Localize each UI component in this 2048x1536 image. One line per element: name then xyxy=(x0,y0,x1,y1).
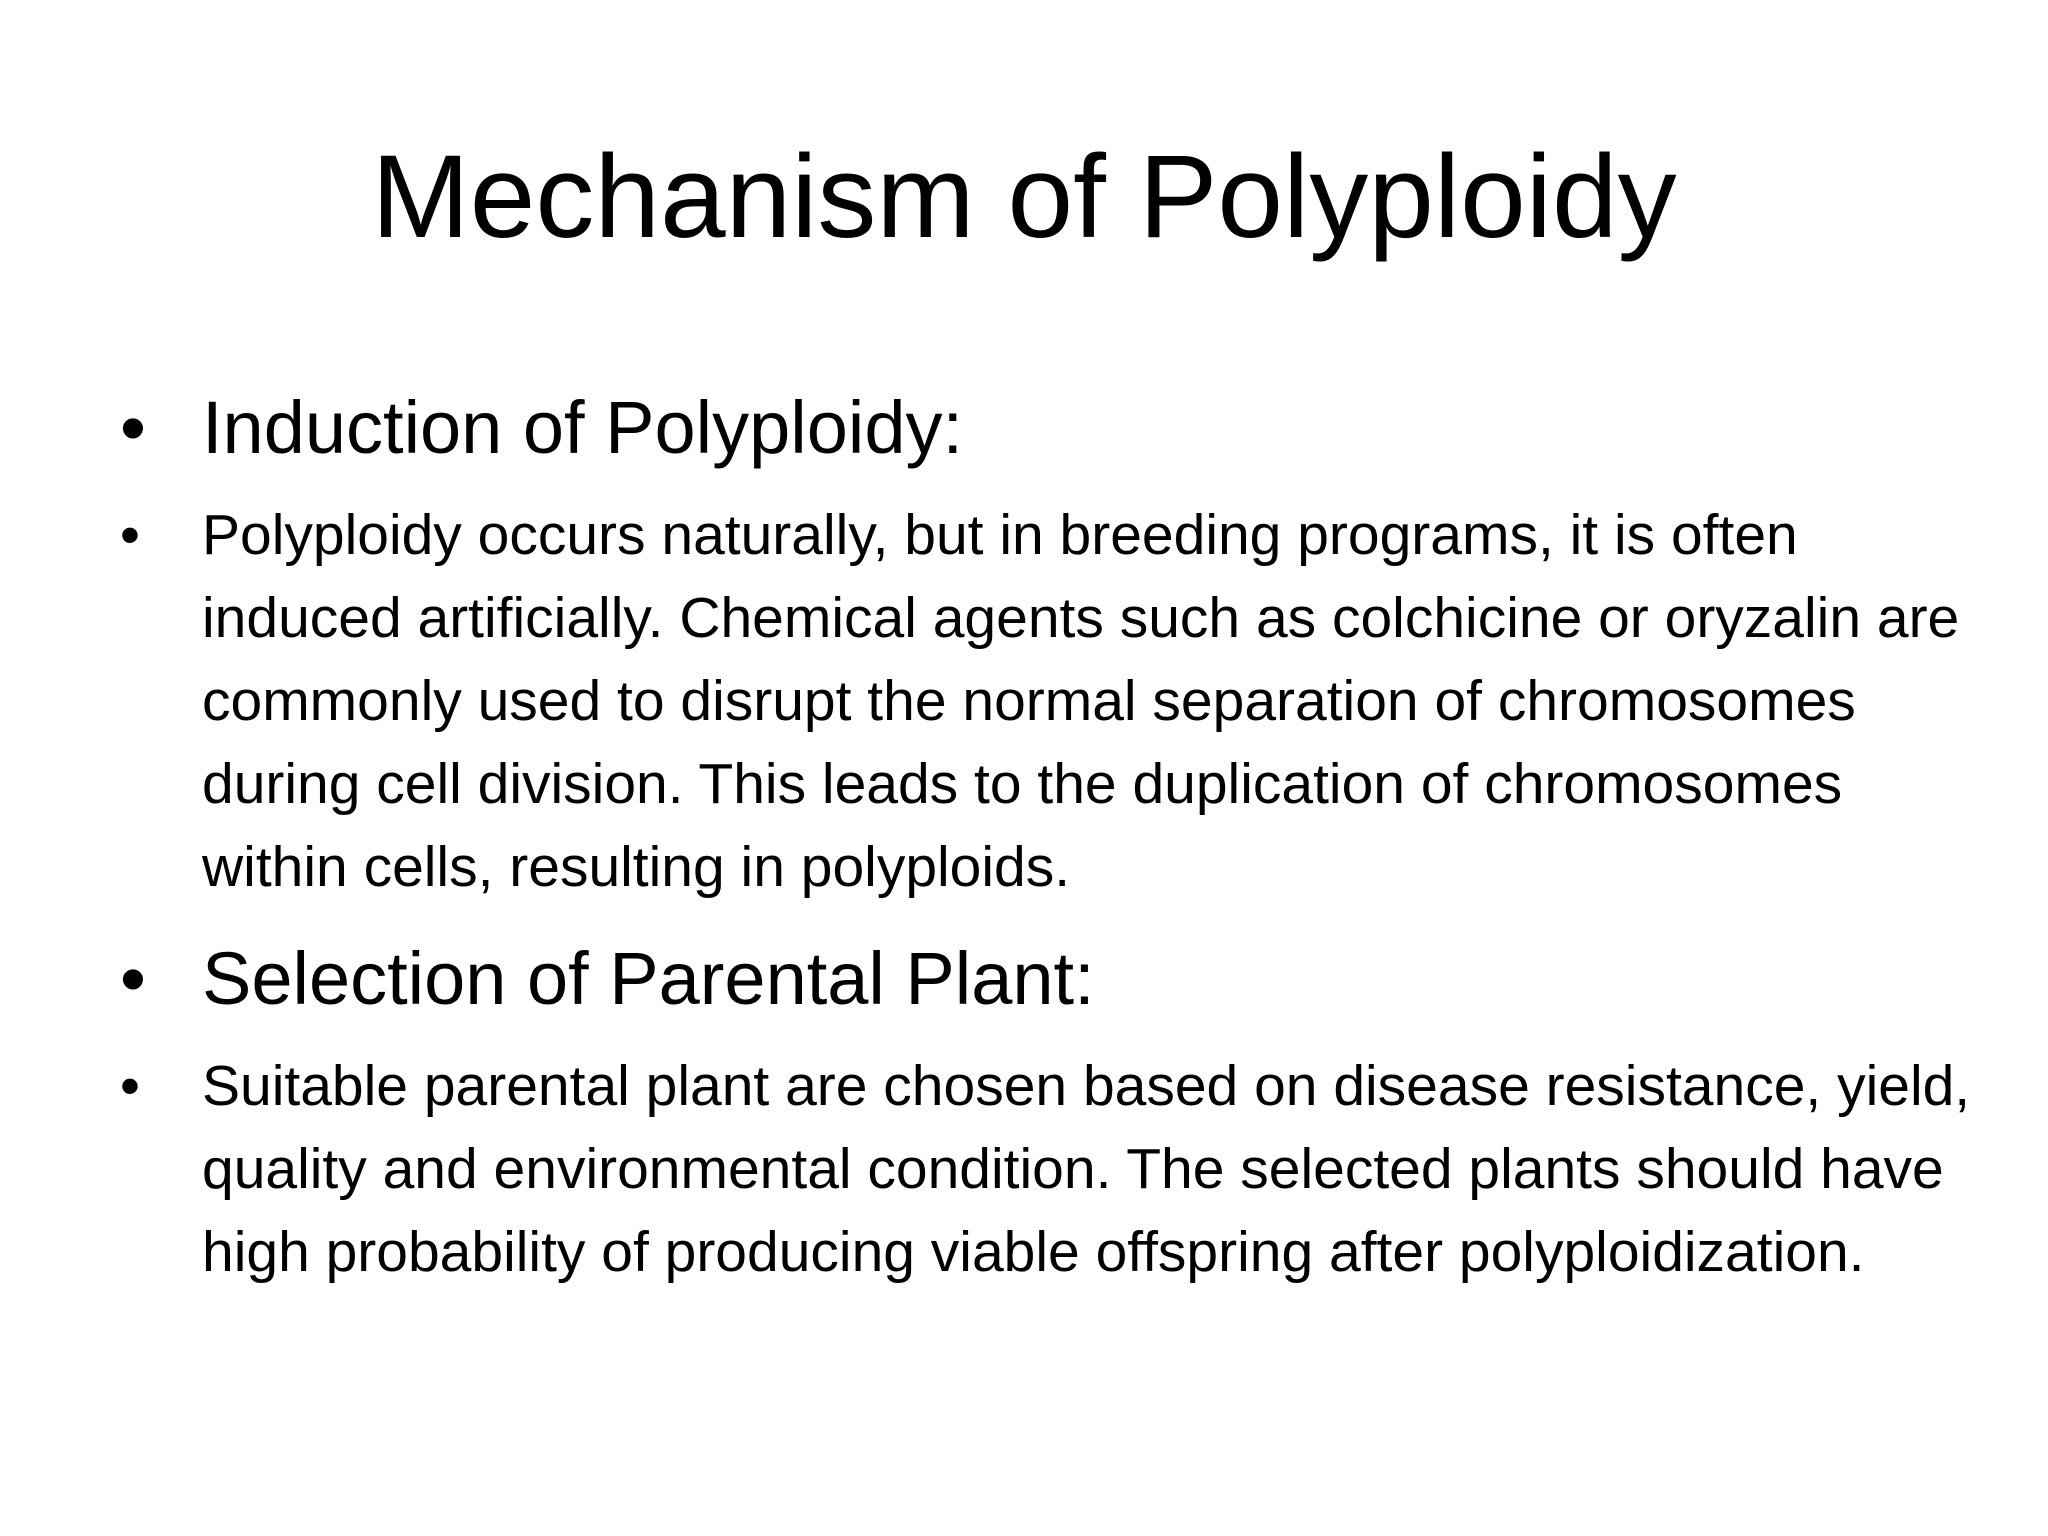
bullet-heading-selection xyxy=(120,931,2000,1027)
bullet-icon: • xyxy=(120,937,146,1020)
bullet-paragraph-induction xyxy=(120,494,2000,909)
bullet-heading-induction xyxy=(120,380,2000,476)
bullet-icon: • xyxy=(120,1054,140,1118)
bullet-icon: • xyxy=(120,386,146,469)
bullet-paragraph-selection xyxy=(120,1045,2000,1294)
slide-title: Mechanism of Polyploidy xyxy=(371,131,1677,263)
paragraph-text: Suitable parental plant are chosen based on disease resistance, yield, quality and environmental condition. The selected plants should have high probability of producing viable offspring after polyploidization. xyxy=(202,1054,1971,1284)
bullet-list xyxy=(120,380,2000,1294)
paragraph-text: Polyploidy occurs naturally, but in breeding programs, it is often induced artificially. Chemical agents such as colchicine or oryzalin are commonly used to disrupt the normal separation of chromosomes during cell division. This leads to the duplication of chromosomes within cells, resulting in polyploids. xyxy=(202,503,1960,899)
heading-text: Induction of Polyploidy: xyxy=(202,386,964,469)
heading-text: Selection of Parental Plant: xyxy=(202,937,1095,1020)
bullet-icon: • xyxy=(120,503,140,567)
